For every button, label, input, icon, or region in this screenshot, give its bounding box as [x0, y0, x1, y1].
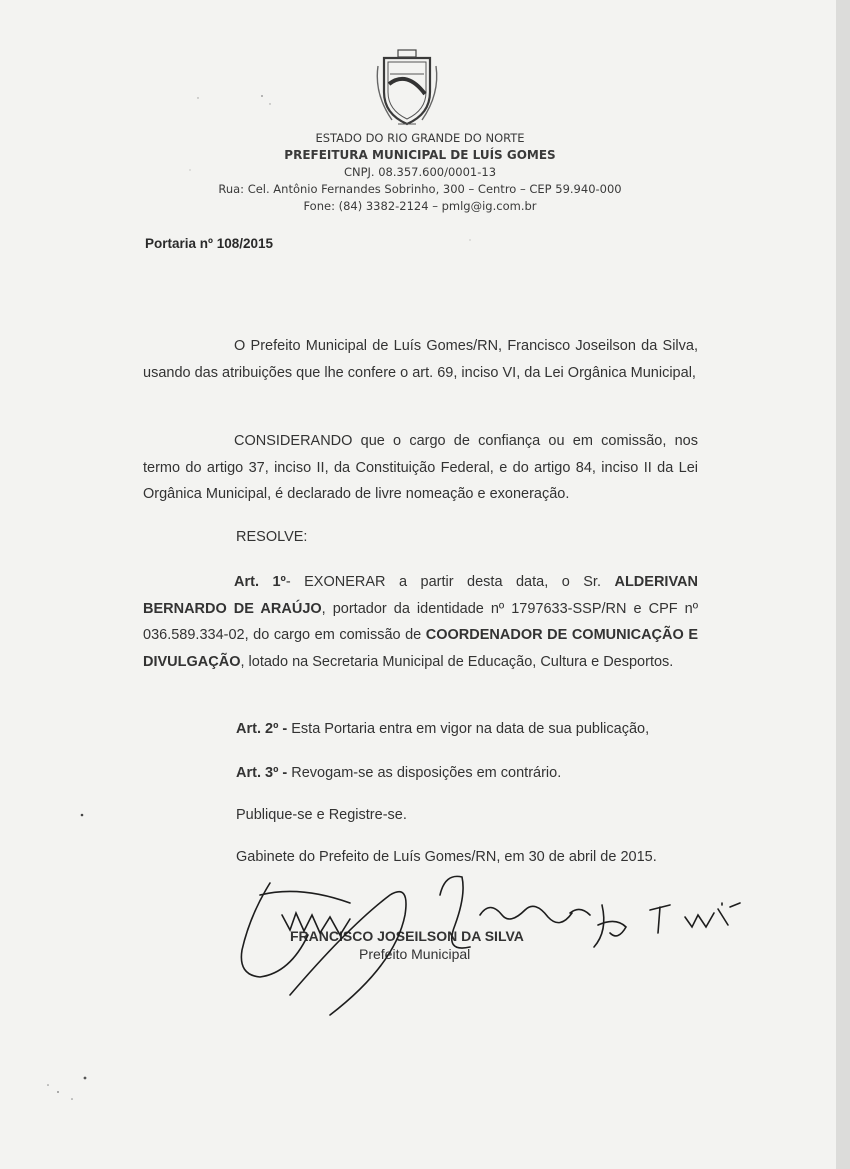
coat-of-arms-seal [372, 44, 442, 130]
article-2-paragraph [236, 721, 649, 737]
article-3-paragraph [236, 765, 561, 781]
article-2-label: Art. 2º - [236, 721, 288, 737]
handwritten-signature [230, 855, 750, 1025]
article-1-text-c: , lotado na Secretaria Municipal de Educação, Cultura e Desportos. [240, 653, 674, 670]
article-3-text: Revogam-se as disposições em contrário. [287, 765, 562, 781]
article-2-text: Esta Portaria entra em vigor na data de sua publicação, [287, 721, 650, 737]
dismissed-person-name: ALDERIVAN BERNARDO DE ARAÚJO [143, 574, 698, 617]
article-1-label: Art. 1º [234, 574, 286, 590]
article-1-text-b: , portador da identidade nº 1797633-SSP/RN e CPF nº 036.589.334-02, do cargo em comissão de [143, 600, 698, 643]
article-3-label: Art. 3º - [236, 765, 288, 781]
position-title: COORDENADOR DE COMUNICAÇÃO E DIVULGAÇÃO [143, 627, 698, 670]
letterhead-state: ESTADO DO RIO GRANDE DO NORTE [315, 131, 525, 145]
preamble-paragraph: O Prefeito Municipal de Luís Gomes/RN, Francisco Joseilson da Silva, usando das atribuições que lhe confere o art. 69, inciso VI, da Lei Orgânica Municipal, [143, 338, 698, 381]
document-number: Portaria nº 108/2015 [145, 236, 274, 251]
letterhead-cnpj: CNPJ. 08.357.600/0001-13 [343, 165, 497, 179]
signer-title: Prefeito Municipal [359, 946, 471, 962]
publish-note: Publique-se e Registre-se. [236, 807, 407, 823]
letterhead-address: Rua: Cel. Antônio Fernandes Sobrinho, 300 – Centro – CEP 59.940-000 [218, 182, 622, 196]
place-and-date: Gabinete do Prefeito de Luís Gomes/RN, em 30 de abril de 2015. [236, 849, 657, 865]
letterhead-contact: Fone: (84) 3382-2124 – pmlg@ig.com.br [303, 199, 537, 213]
article-1-text-a: - EXONERAR a partir desta data, o Sr. [285, 574, 615, 590]
signer-name: FRANCISCO JOSEILSON DA SILVA [290, 928, 524, 944]
scan-edge [836, 0, 850, 1169]
resolves-heading: RESOLVE: [236, 529, 308, 545]
considering-paragraph: CONSIDERANDO que o cargo de confiança ou em comissão, nos termo do artigo 37, inciso II, da Constituição Federal, e do artigo 84, inciso II da Lei Orgânica Municipal, é declarado de livre nomeação e exoneração. [143, 433, 698, 502]
letterhead-office: PREFEITURA MUNICIPAL DE LUÍS GOMES [284, 148, 556, 162]
letterhead [180, 130, 660, 215]
article-1-paragraph [143, 569, 698, 675]
